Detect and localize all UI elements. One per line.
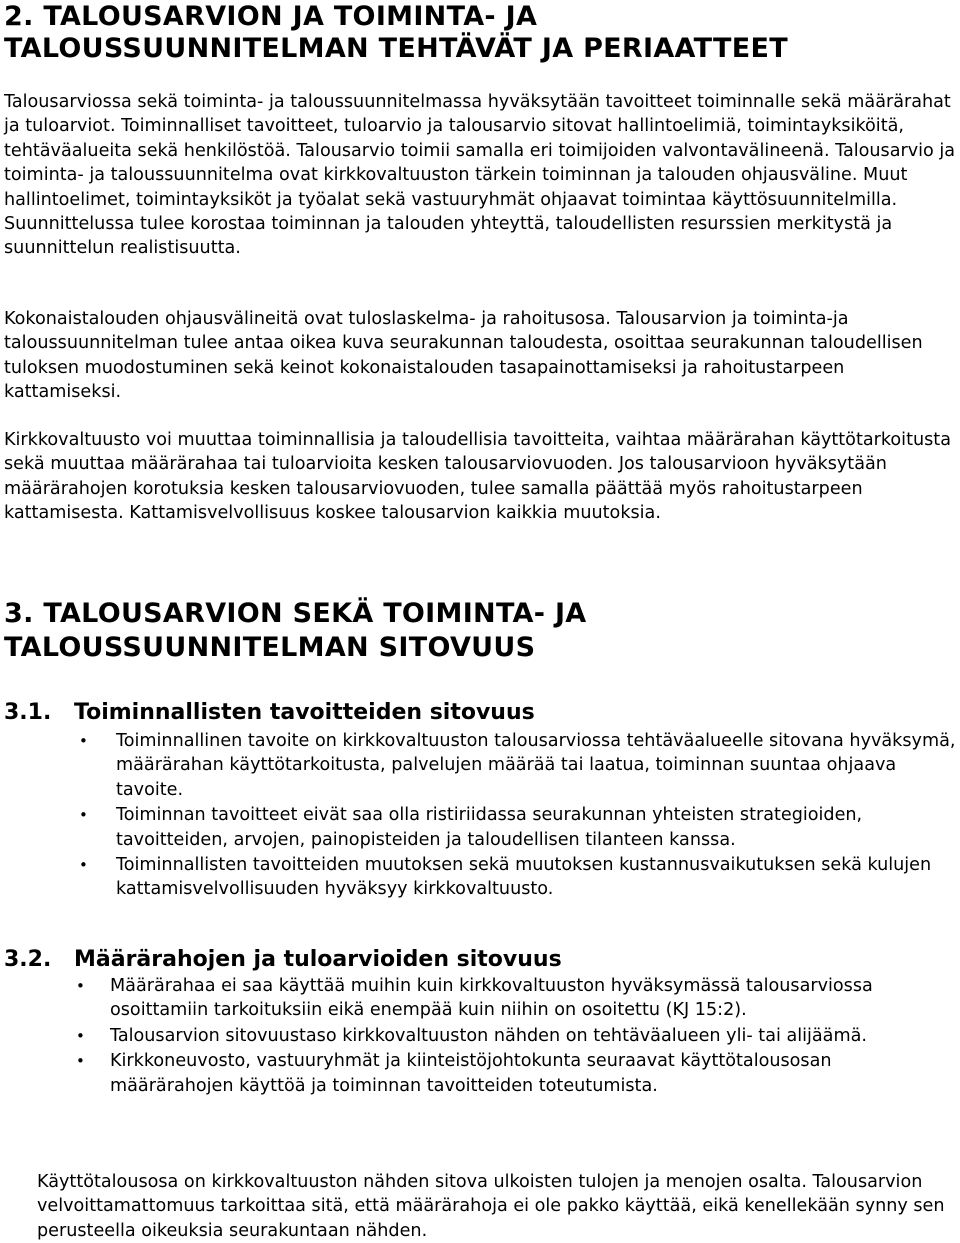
section-2-paragraph-1: Talousarviossa sekä toiminta- ja taloussuunnitelmassa hyväksytään tavoitteet toiminnalle sekä määrärahat ja tuloarviot. Toiminnalliset tavoitteet, tuloarvio ja talousarvio sitovat hallintoelimiä, toimintayksiköitä, tehtäväalueita sekä henkilöstöä. Talousarvio toimii samalla eri toimijoiden valvontavälineenä. Talousarvio ja toiminta- ja taloussuunnitelma ovat kirkkovaltuuston tärkein toiminnan ja talouden ohjausväline. Muut hallintoelimet, toimintayksiköt ja työalat sekä vastuuryhmät ohjaavat toimintaa käyttösuunnitelmilla. Suunnittelussa tulee korostaa toiminnan ja talouden yhteyttä, taloudellisten resurssien merkitystä ja suunnittelun realistisuutta. [4, 92, 956, 259]
list-item-text: Toiminnallisten tavoitteiden muutoksen sekä muutoksen kustannusvaikutuksen sekä kulujen kattamisvelvollisuuden hyväksyy kirkkovaltuusto. [116, 855, 932, 900]
subsection-3-2-number: 3.2. [4, 947, 52, 972]
subsection-3-2-list [0, 974, 960, 1098]
subsection-3-2-title: Määrärahojen ja tuloarvioiden sitovuus [74, 947, 562, 972]
list-item [0, 1024, 960, 1048]
section-2-paragraph-3: Kirkkovaltuusto voi muuttaa toiminnallisia ja taloudellisia tavoitteita, vaihtaa määrärahan käyttötarkoitusta sekä muuttaa määrärahaa tai tuloarvioita kesken talousarviovuoden. Jos talousarvioon hyväksytään määrärahojen korotuksia kesken talousarviovuoden, tulee samalla päättää myös rahoitustarpeen kattamisesta. Kattamisvelvollisuus koskee talousarvion kaikkia muutoksia. [4, 430, 951, 524]
list-item [0, 803, 960, 852]
section-2-paragraph-2: Kokonaistalouden ohjausvälineitä ovat tuloslaskelma- ja rahoitusosa. Talousarvion ja toiminta-ja taloussuunnitelman tulee antaa oikea kuva seurakunnan taloudesta, osoittaa seurakunnan taloudellisen tuloksen muodostuminen sekä keinot kokonaistalouden tasapainottamiseksi ja rahoitustarpeen kattamiseksi. [4, 309, 923, 403]
list-item-text: Toiminnan tavoitteet eivät saa olla ristiriidassa seurakunnan yhteisten strategioiden, tavoitteiden, arvojen, painopisteiden ja taloudellisen tilanteen kanssa. [116, 805, 863, 850]
subsection-3-1-title: Toiminnallisten tavoitteiden sitovuus [74, 700, 535, 725]
bullet-icon: • [76, 1052, 85, 1071]
list-item [0, 974, 960, 1023]
list-item-text: Talousarvion sitovuustaso kirkkovaltuuston nähden on tehtäväalueen yli- tai alijäämä. [110, 1025, 867, 1046]
section-3-heading-line-1: 3. TALOUSARVION SEKÄ TOIMINTA- JA [4, 598, 587, 629]
bullet-icon: • [79, 806, 88, 825]
list-item [0, 1049, 960, 1098]
section-3-closing-paragraph: Käyttötalousosa on kirkkovaltuuston nähden sitova ulkoisten tulojen ja menojen osalta. Talousarvion velvoittamattomuus tarkoittaa sitä, että määrärahoja ei ole pakko käyttää, eikä kenellekään synny sen perusteella oikeuksia seurakuntaan nähden. [37, 1172, 945, 1241]
list-item-text: Toiminnallinen tavoite on kirkkovaltuuston talousarviossa tehtäväalueelle sitovana hyväksymä, määrärahan käyttötarkoitusta, palvelujen määrää tai laatua, toiminnan suuntaa ohjaava tavoite. [116, 731, 956, 800]
list-item [0, 729, 960, 802]
subsection-3-2-heading [4, 946, 562, 974]
section-3-heading-line-2: TALOUSSUUNNITELMAN SITOVUUS [4, 632, 536, 663]
section-2-heading-line-2: TALOUSSUUNNITELMAN TEHTÄVÄT JA PERIAATTEET [4, 33, 788, 64]
list-item-text: Määrärahaa ei saa käyttää muihin kuin kirkkovaltuuston hyväksymässä talousarviossa osoittamiin tarkoituksiin eikä enempää kuin niihin on osoitettu (KJ 15:2). [110, 976, 873, 1021]
list-item [0, 853, 960, 902]
bullet-icon: • [76, 977, 85, 995]
list-item-text: Kirkkoneuvosto, vastuuryhmät ja kiinteistöjohtokunta seuraavat käyttötalousosan määrärahojen käyttöä ja toiminnan tavoitteiden toteutumista. [110, 1051, 832, 1096]
bullet-icon: • [76, 1026, 85, 1045]
subsection-3-1-list [0, 729, 960, 902]
section-2-heading-line-1: 2. TALOUSARVION JA TOIMINTA- JA [4, 1, 538, 32]
bullet-icon: • [79, 732, 88, 750]
subsection-3-1-number: 3.1. [4, 700, 52, 725]
subsection-3-1-heading [4, 699, 535, 727]
bullet-icon: • [79, 856, 88, 875]
